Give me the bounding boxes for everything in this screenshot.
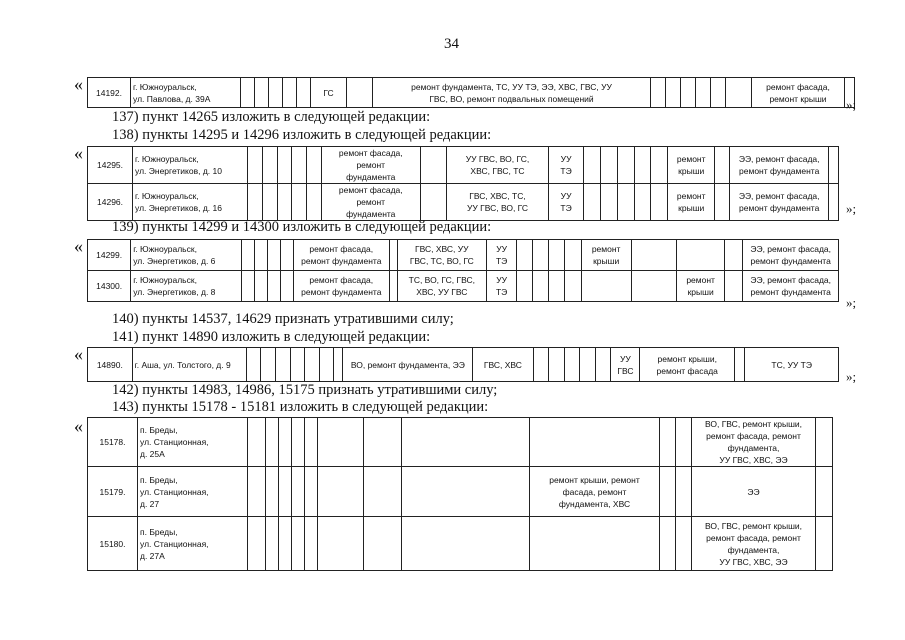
close-quote: »; bbox=[846, 369, 857, 384]
works-cell: ремонт фасада, ремонт фундамента bbox=[321, 184, 421, 221]
table-row bbox=[88, 467, 833, 517]
address-cell: п. Бреды, ул. Станционная, д. 25А bbox=[138, 418, 248, 467]
amendment-table-14890 bbox=[87, 347, 839, 382]
works-cell: ремонт фасада, ремонт фундамента bbox=[294, 271, 390, 302]
works-cell: ЭЭ, ремонт фасада, ремонт фундамента bbox=[729, 184, 829, 221]
heading-142: 142) пункты 14983, 14986, 15175 признать утратившими силу; bbox=[112, 382, 498, 398]
gs-cell: ГС bbox=[311, 78, 347, 108]
works-cell: ЭЭ bbox=[692, 467, 816, 517]
heading-143: 143) пункты 15178 - 15181 изложить в следующей редакции: bbox=[112, 399, 489, 415]
works-cell: ГВС, ХВС bbox=[473, 348, 533, 382]
heading-137: 137) пункт 14265 изложить в следующей редакции: bbox=[112, 109, 431, 125]
address-cell: п. Бреды, ул. Станционная, д. 27 bbox=[138, 467, 248, 517]
works-cell: ЭЭ, ремонт фасада, ремонт фундамента bbox=[743, 271, 839, 302]
item-number: 15180. bbox=[88, 517, 138, 571]
works-cell: ЭЭ, ремонт фасада, ремонт фундамента bbox=[743, 240, 839, 271]
works-cell: ЭЭ, ремонт фасада, ремонт фундамента bbox=[729, 147, 829, 184]
works-cell: ремонт крыши bbox=[668, 147, 715, 184]
works-cell: УУ ГВС bbox=[611, 348, 640, 382]
address-cell: г. Южноуральск, ул. Энергетиков, д. 16 bbox=[133, 184, 248, 221]
works-cell: ВО, ремонт фундамента, ЭЭ bbox=[343, 348, 473, 382]
works-cell: ТС, УУ ТЭ bbox=[745, 348, 839, 382]
table-row bbox=[88, 517, 833, 571]
close-quote: »; bbox=[846, 97, 857, 112]
works-cell: ремонт крыши bbox=[677, 271, 725, 302]
item-number: 14192. bbox=[88, 78, 131, 108]
works-cell: ремонт фасада, ремонт фундамента bbox=[294, 240, 390, 271]
item-number: 14890. bbox=[88, 348, 133, 382]
heading-140: 140) пункты 14537, 14629 признать утратившими силу; bbox=[112, 311, 454, 327]
address-cell: г. Южноуральск, ул. Энергетиков, д. 8 bbox=[131, 271, 242, 302]
table-row bbox=[88, 184, 839, 221]
works-cell: ремонт крыши bbox=[668, 184, 715, 221]
table-row bbox=[88, 240, 839, 271]
works-cell: ТС, ВО, ГС, ГВС, ХВС, УУ ГВС bbox=[397, 271, 486, 302]
address-cell: г. Южноуральск, ул. Павлова, д. 39А bbox=[131, 78, 241, 108]
item-number: 14300. bbox=[88, 271, 131, 302]
works-cell: УУ ТЭ bbox=[487, 240, 517, 271]
works-cell: ремонт крыши bbox=[581, 240, 631, 271]
address-cell: г. Аша, ул. Толстого, д. 9 bbox=[132, 348, 246, 382]
works-cell: ВО, ГВС, ремонт крыши, ремонт фасада, ремонт фундамента, УУ ГВС, ХВС, ЭЭ bbox=[692, 418, 816, 467]
open-quote: « bbox=[74, 236, 83, 256]
item-number: 14295. bbox=[88, 147, 133, 184]
open-quote: « bbox=[74, 416, 83, 436]
open-quote: « bbox=[74, 344, 83, 364]
table-row bbox=[88, 418, 833, 467]
works-cell: ремонт крыши, ремонт фасада bbox=[640, 348, 735, 382]
works-cell: ремонт крыши, ремонт фасада, ремонт фундамента, ХВС bbox=[530, 467, 660, 517]
address-cell: г. Южноуральск, ул. Энергетиков, д. 6 bbox=[131, 240, 242, 271]
works-cell: ГВС, ХВС, УУ ГВС, ТС, ВО, ГС bbox=[397, 240, 486, 271]
works-late-cell: ремонт фасада, ремонт крыши bbox=[752, 78, 845, 108]
address-cell: п. Бреды, ул. Станционная, д. 27А bbox=[138, 517, 248, 571]
works-cell: УУ ГВС, ВО, ГС, ХВС, ГВС, ТС bbox=[447, 147, 549, 184]
item-number: 15178. bbox=[88, 418, 138, 467]
works-main-cell: ремонт фундамента, ТС, УУ ТЭ, ЭЭ, ХВС, ГВС, УУ ГВС, ВО, ремонт подвальных помещений bbox=[373, 78, 651, 108]
item-number: 15179. bbox=[88, 467, 138, 517]
heading-141: 141) пункт 14890 изложить в следующей редакции: bbox=[112, 329, 431, 345]
works-cell: УУ ТЭ bbox=[548, 147, 584, 184]
table-row bbox=[88, 78, 855, 108]
works-cell: УУ ТЭ bbox=[548, 184, 584, 221]
amendment-table-15178 bbox=[87, 417, 833, 571]
works-cell: ремонт фасада, ремонт фундамента bbox=[321, 147, 421, 184]
item-number: 14296. bbox=[88, 184, 133, 221]
page-number: 34 bbox=[444, 36, 459, 52]
amendment-table-14295 bbox=[87, 146, 839, 221]
heading-138: 138) пункты 14295 и 14296 изложить в следующей редакции: bbox=[112, 127, 492, 143]
table-row bbox=[88, 348, 839, 382]
open-quote: « bbox=[74, 143, 83, 163]
heading-139: 139) пункты 14299 и 14300 изложить в следующей редакции: bbox=[112, 219, 492, 235]
address-cell: г. Южноуральск, ул. Энергетиков, д. 10 bbox=[133, 147, 248, 184]
table-row bbox=[88, 147, 839, 184]
close-quote: »; bbox=[846, 295, 857, 310]
amendment-table-14192 bbox=[87, 77, 855, 108]
amendment-table-14299 bbox=[87, 239, 839, 302]
works-cell: ВО, ГВС, ремонт крыши, ремонт фасада, ремонт фундамента, УУ ГВС, ХВС, ЭЭ bbox=[692, 517, 816, 571]
works-cell: ГВС, ХВС, ТС, УУ ГВС, ВО, ГС bbox=[447, 184, 549, 221]
item-number: 14299. bbox=[88, 240, 131, 271]
close-quote: »; bbox=[846, 201, 857, 216]
works-cell: УУ ТЭ bbox=[487, 271, 517, 302]
open-quote: « bbox=[74, 74, 83, 94]
table-row bbox=[88, 271, 839, 302]
